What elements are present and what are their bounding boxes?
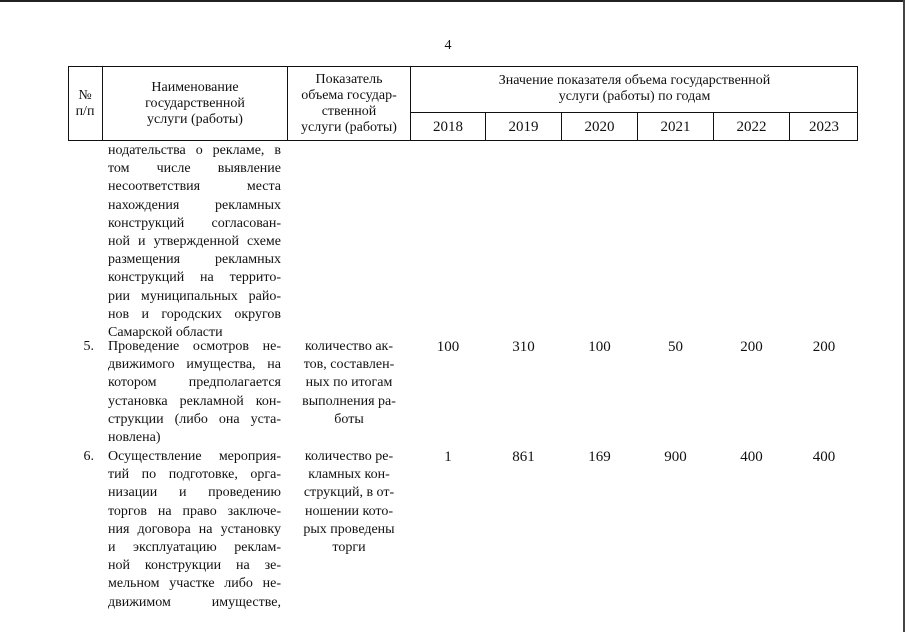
text-line: количество ак- [304,339,393,354]
value-2020: 169 [588,449,611,465]
text-line: рых проведены [303,521,395,537]
header-values-title-line: Значение показателя объема государственной [498,73,771,88]
text-line: мельном участке либо не- [108,576,281,592]
value-2021: 900 [664,449,687,465]
header-year: 2023 [809,118,839,135]
text-line: Самарской области [108,325,223,341]
value-2023: 400 [812,449,836,465]
text-line: Осуществление мероприя- [108,449,281,464]
value-2021: 50 [668,339,683,355]
header-year: 2019 [508,118,539,135]
text-line: тий по подготовке, орга- [108,467,281,483]
header-indicator-line: Показатель [315,71,383,87]
header-year: 2021 [660,118,691,135]
value-2019: 310 [512,339,535,355]
indicator-cell [288,338,410,429]
header-year: 2018 [433,118,463,135]
row-number: 5. [83,339,94,354]
text-line: струкций, в от- [303,485,395,501]
header-service-name [103,66,287,141]
page-number: 4 [444,38,452,53]
text-line: нодательства о рекламе, в [108,143,281,158]
text-line: движимого имущества, на [108,357,281,373]
value-2019: 861 [512,449,535,465]
text-line: новлена) [108,430,161,446]
text-line: размещения рекламных [108,252,281,268]
text-line: несоответствия места [108,179,281,195]
text-line: движимом имуществе, [108,594,281,610]
text-line: низации и проведению [108,485,281,501]
service-name-cell [108,142,281,342]
text-line: ношении кото- [305,503,393,519]
text-line: нахождения рекламных [108,197,281,213]
text-line: кламных кон- [308,467,390,483]
text-line: ния договора на установку [108,521,281,537]
value-2022: 400 [740,449,763,465]
indicator-cell [288,448,410,557]
text-line: Проведение осмотров не- [108,339,281,354]
text-line: конструкций на террито- [108,270,281,286]
header-values-title-line: услуги (работы) по годам [558,89,711,104]
text-line: струкции (либо она уста- [108,411,281,427]
header-indicator [288,66,410,141]
row-number: 6. [83,449,94,464]
header-service-name-line: государственной [145,95,245,111]
text-line: котором предполагается [108,375,281,391]
text-line: торги [332,540,366,556]
header-indicator-line: объема государ- [301,87,397,103]
text-line: ных по итогам [305,375,393,391]
text-line: количество ре- [304,449,394,464]
header-indicator-line: услуги (работы) [301,119,397,135]
text-line: тов, составлен- [303,357,395,373]
text-line: и эксплуатацию реклам- [108,540,281,556]
value-2018: 100 [436,339,460,355]
header-service-name-line: Наименование [151,79,239,95]
value-2020: 100 [588,339,611,355]
header-year: 2020 [584,118,615,135]
text-line: конструкций согласован- [108,215,281,231]
header-num-line: № [78,87,92,103]
value-2022: 200 [740,339,763,355]
header-num [68,66,102,141]
service-name-cell [108,338,281,447]
header-year: 2022 [736,118,767,135]
service-name-cell [108,448,281,612]
text-line: нов и городских округов [108,306,281,322]
text-line: ной конструкции на зе- [108,558,281,574]
text-line: боты [334,411,364,427]
scan-edge-top [0,0,905,2]
header-indicator-line: ственной [321,103,377,119]
text-line: установка рекламной кон- [108,393,281,409]
value-2023: 200 [812,339,836,355]
text-line: том числе выявление [108,161,281,177]
header-num-line: п/п [75,103,95,119]
header-values-title [411,66,858,112]
text-line: торгов на право заключе- [108,503,281,519]
text-line: ной и утвержденной схеме [108,234,281,250]
value-2018: 1 [444,449,452,465]
text-line: рии муниципальных райо- [108,288,281,304]
text-line: выполнения ра- [302,393,396,409]
header-service-name-line: услуги (работы) [147,111,243,127]
